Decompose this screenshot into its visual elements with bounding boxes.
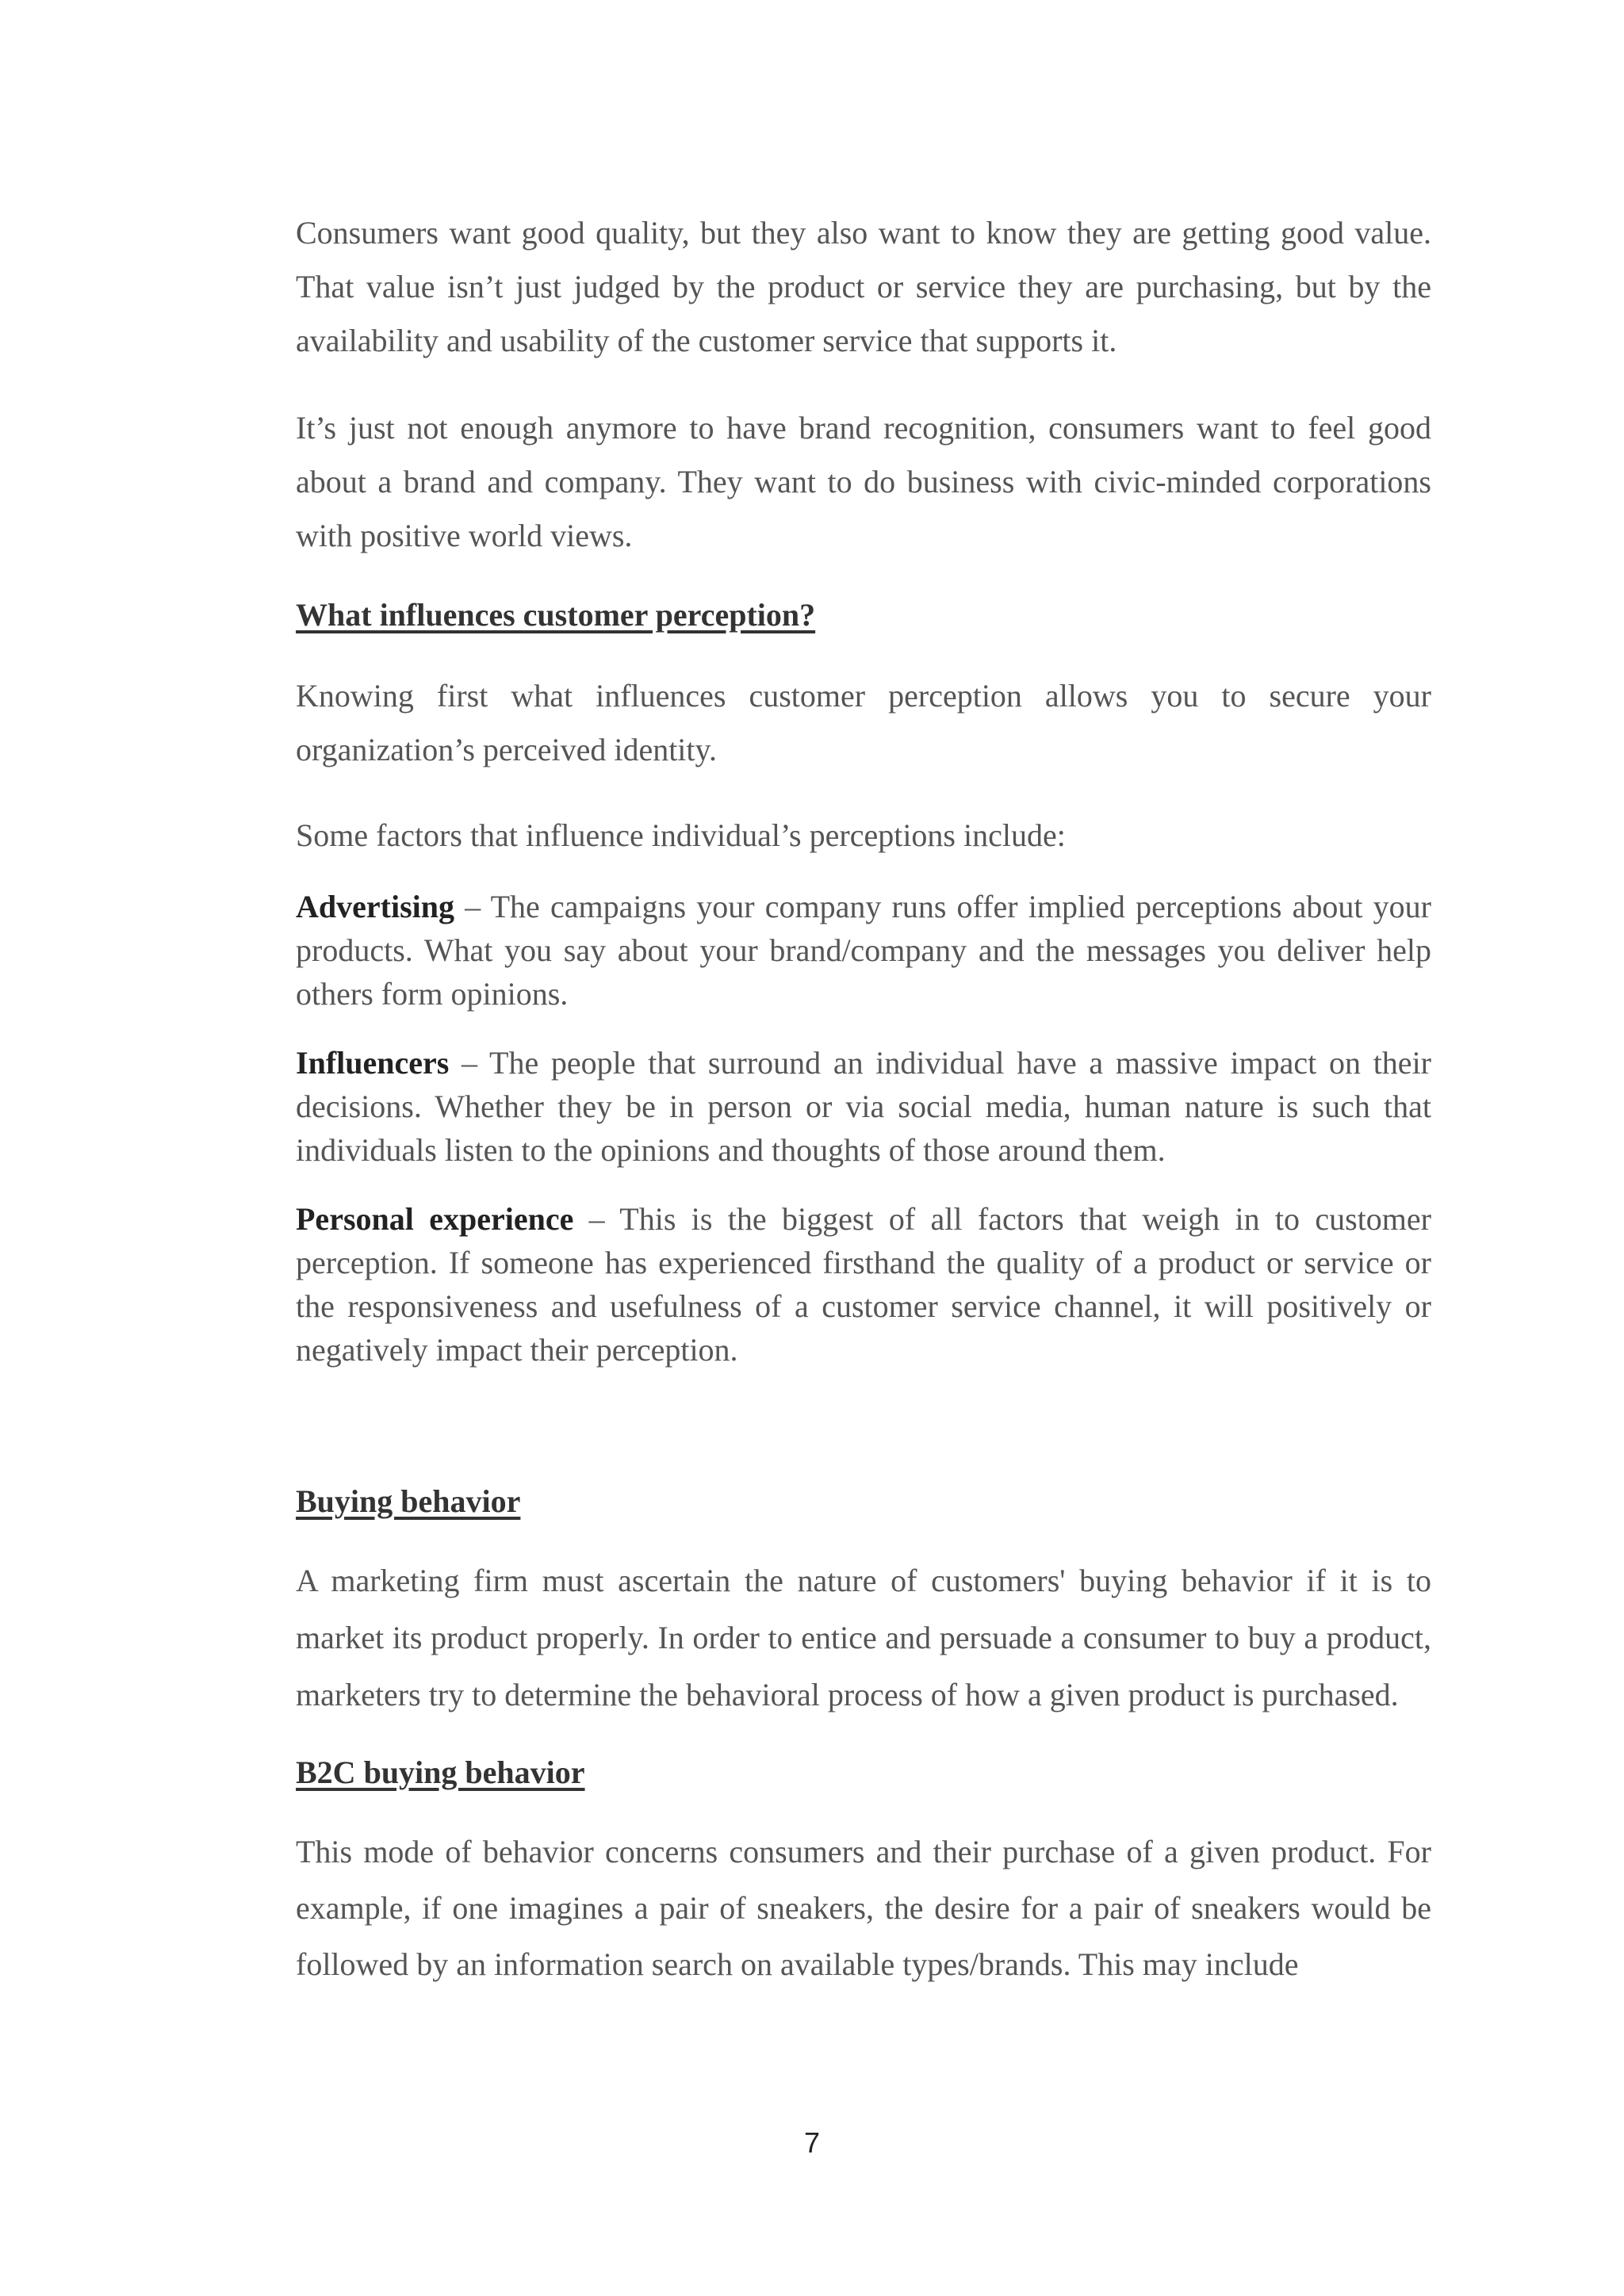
heading-buying-behavior: Buying behavior — [296, 1483, 521, 1519]
factor-influencers — [296, 1041, 1431, 1172]
heading-b2c-buying-behavior: B2C buying behavior — [296, 1755, 585, 1790]
page-number: 7 — [803, 2126, 821, 2159]
factor-description: – This is the biggest of all factors that weigh in to customer perception. If someone has experienced firsthand the quality of a product or service or the responsiveness and usefulness of a customer service channel, it will positively or negatively impact their perception. — [296, 1201, 1431, 1368]
heading-customer-perception: What influences customer perception? — [296, 597, 816, 633]
factor-term: Influencers — [296, 1045, 450, 1081]
factor-description: – The campaigns your company runs offer implied perceptions about your products. What you say about your brand/company and the messages you deliver help others form opinions. — [296, 889, 1431, 1012]
factor-term: Personal experience — [296, 1201, 574, 1237]
document-body — [296, 206, 1431, 1992]
paragraph-b2c-buying-behavior: This mode of behavior concerns consumers and their purchase of a given product. For example, if one imagines a pair of sneakers, the desire for a pair of sneakers would be followed by an information search on available types/brands. This may include — [296, 1834, 1431, 1982]
factor-personal-experience — [296, 1197, 1431, 1372]
factor-advertising — [296, 885, 1431, 1016]
factor-term: Advertising — [296, 889, 454, 924]
paragraph-perception-intro: Knowing first what influences customer perception allows you to secure your organization’s perceived identity. — [296, 678, 1431, 767]
paragraph-buying-behavior: A marketing firm must ascertain the nature of customers' buying behavior if it is to market its product properly. In order to entice and persuade a consumer to buy a product, marketers try to determine the behavioral process of how a given product is purchased. — [296, 1563, 1431, 1712]
factor-description: – The people that surround an individual have a massive impact on their decisions. Whether they be in person or via social media, human nature is such that individuals listen to the opinions and thoughts of those around them. — [296, 1045, 1431, 1168]
paragraph-quality-value: Consumers want good quality, but they also want to know they are getting good value. That value isn’t just judged by the product or service they are purchasing, but by the availability and usability of the customer service that supports it. — [296, 215, 1431, 358]
paragraph-brand-recognition: It’s just not enough anymore to have brand recognition, consumers want to feel good about a brand and company. They want to do business with civic-minded corporations with positive world views. — [296, 410, 1431, 553]
paragraph-factors-lead: Some factors that influence individual’s perceptions include: — [296, 817, 1066, 853]
